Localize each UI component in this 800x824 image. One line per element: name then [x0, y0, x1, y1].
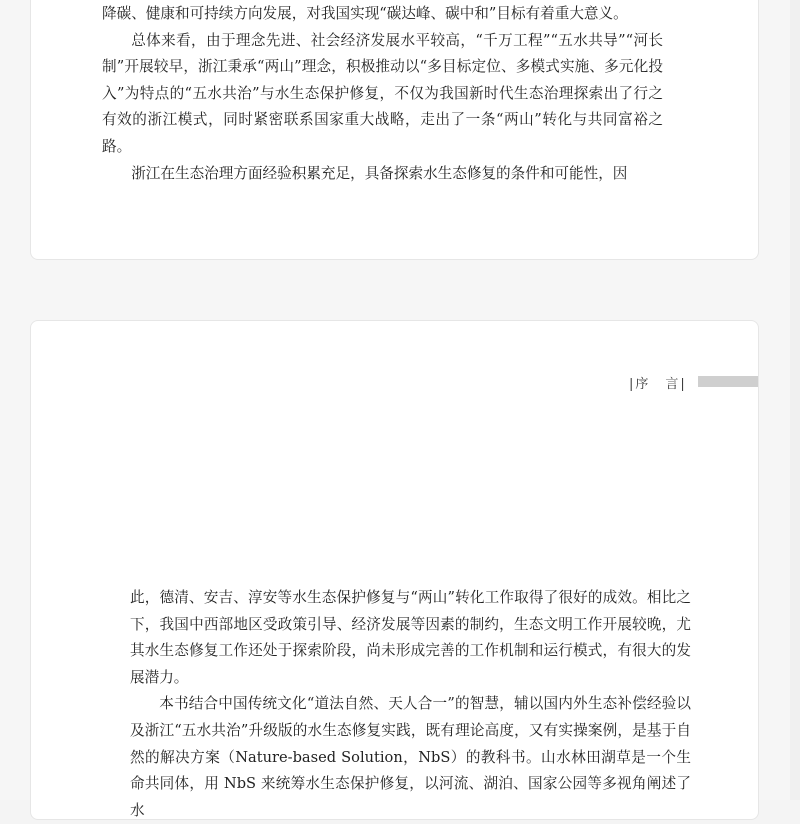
paragraph: 此，德清、安吉、淳安等水生态保护修复与“两山”转化工作取得了很好的成效。相比之下，我国中西部地区受政策引导、经济发展等因素的制约，生态文明工作开展较晚，尤其水生态修复工作还处于探索阶段，尚未形成完善的工作机制和运行模式，有很大的发展潜力。: [130, 589, 691, 686]
page-upper: [30, 0, 759, 260]
body-text-upper: [102, 1, 663, 187]
paragraph: 本书结合中国传统文化“道法自然、天人合一”的智慧，辅以国内外生态补偿经验以及浙江“五水共治”升级版的水生态修复实践，既有理论高度，又有实操案例，是基于自然的解决方案（Nature-based Solution，NbS）的教科书。山水林田湖草是一个生命共同体，用 NbS 来统筹水生态保护修复，以河流、湖泊、国家公园等多视角阐述了水: [130, 695, 691, 819]
body-text-lower: [130, 585, 691, 824]
running-header: |序 言|: [629, 377, 687, 392]
paragraph: 总体来看，由于理念先进、社会经济发展水平较高，“千万工程”“五水共导”“河长制”开展较早，浙江秉承“两山”理念，积极推动以“多目标定位、多模式实施、多元化投入”为特点的“五水共治”与水生态保护修复，不仅为我国新时代生态治理探索出了行之有效的浙江模式，同时紧密联系国家重大战略，走出了一条“两山”转化与共同富裕之路。: [102, 31, 663, 155]
paragraph: 浙江在生态治理方面经验积累充足，具备探索水生态修复的条件和可能性，因: [131, 164, 628, 182]
header-decoration-bar: [698, 376, 758, 387]
page-lower: [30, 320, 759, 820]
paragraph: 降碳、健康和可持续方向发展，对我国实现“碳达峰、碳中和”目标有着重大意义。: [102, 5, 628, 22]
scrollbar-track[interactable]: [790, 0, 800, 800]
